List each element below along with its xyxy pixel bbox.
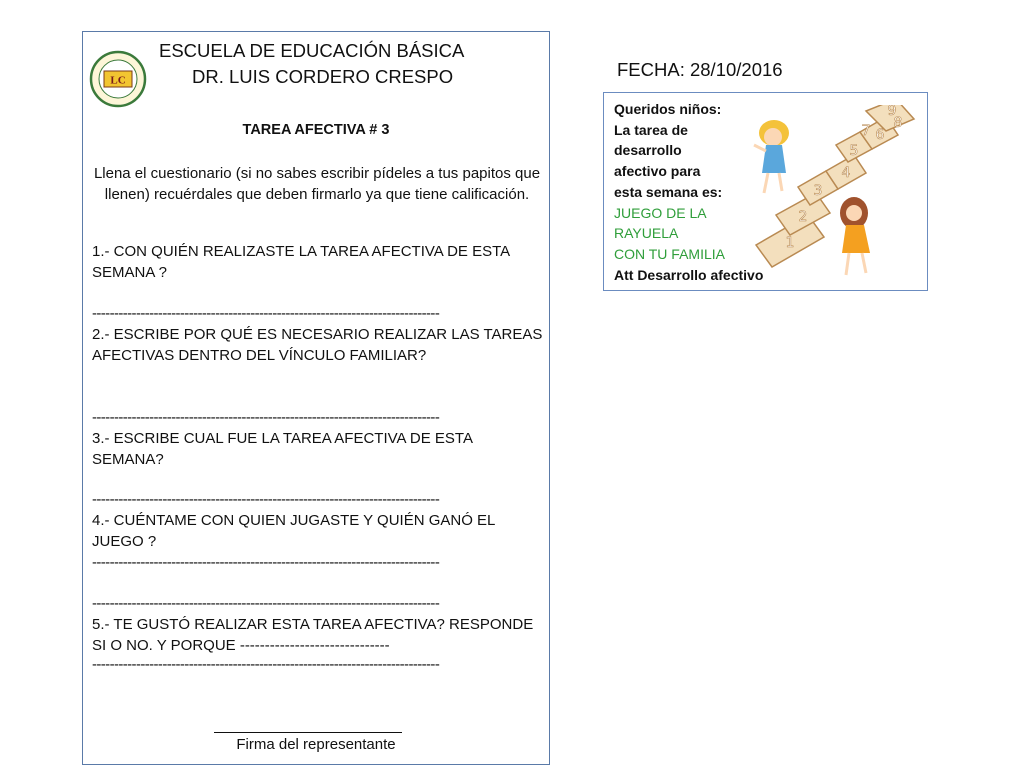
note-line: afectivo para <box>614 163 701 180</box>
answer-line: ------------------------------------------------------------------------------- <box>92 305 440 322</box>
question-4: 4.- CUÉNTAME CON QUIEN JUGASTE Y QUIÉN GANÓ EL JUEGO ? <box>92 512 495 550</box>
homework-sheet <box>82 31 550 765</box>
answer-line: ------------------------------------------------------------------------------- <box>92 554 440 571</box>
note-line: Queridos niños: <box>614 101 722 117</box>
hopscotch-number: 3 <box>813 183 823 199</box>
answer-line: ------------------------------------------------------------------------------- <box>92 409 440 426</box>
message-box <box>603 92 928 291</box>
note-game-line: RAYUELA <box>614 225 679 242</box>
hopscotch-number: 7 <box>861 123 871 139</box>
signature-label: Firma del representante <box>236 736 396 753</box>
note-game-line: CON TU FAMILIA <box>614 245 725 262</box>
note-line: esta semana es: <box>614 183 723 200</box>
answer-line: ------------------------------------------------------------------------------- <box>92 595 440 612</box>
task-title: TAREA AFECTIVA # 3 <box>242 122 390 138</box>
school-logo <box>89 50 147 108</box>
logo-initials: LC <box>110 74 126 87</box>
signature-line <box>214 732 402 733</box>
hopscotch-number: 9 <box>887 105 897 119</box>
hopscotch-number: 4 <box>841 165 851 181</box>
hopscotch-number: 8 <box>893 115 903 131</box>
hopscotch-number: 6 <box>875 127 885 143</box>
hopscotch-number: 2 <box>798 209 808 225</box>
answer-line: ------------------------------------------------------------------------------- <box>92 491 440 508</box>
note-line: La tarea de <box>614 121 688 138</box>
note-signature: Att Desarrollo afectivo <box>614 266 764 283</box>
date-label: FECHA: 28/10/2016 <box>617 59 783 80</box>
answer-line: ------------------------------------------------------------------------------- <box>92 656 440 673</box>
hopscotch-number: 5 <box>849 143 859 159</box>
instructions: Llena el cuestionario (si no sabes escribir pídeles a tus papitos que llenen) recuérdales que deben firmarlo ya que tiene calificación. <box>93 165 541 203</box>
school-name: ESCUELA DE EDUCACIÓN BÁSICA <box>159 40 465 61</box>
question-1: 1.- CON QUIÉN REALIZASTE LA TAREA AFECTIVA DE ESTA SEMANA ? <box>92 243 510 281</box>
note-game-line: JUEGO DE LA <box>614 204 707 221</box>
hopscotch-number: 1 <box>785 235 795 251</box>
girl-blonde-icon <box>754 120 789 193</box>
message-text <box>614 99 763 285</box>
school-subname: DR. LUIS CORDERO CRESPO <box>192 66 454 87</box>
question-3: 3.- ESCRIBE CUAL FUE LA TAREA AFECTIVA DE ESTA SEMANA? <box>92 430 473 468</box>
hopscotch-illustration <box>746 105 924 285</box>
girl-brunette-icon <box>840 197 870 275</box>
question-5: 5.- TE GUSTÓ REALIZAR ESTA TAREA AFECTIVA? RESPONDE SI O NO. Y PORQUE ------------------------------ <box>92 616 534 654</box>
note-line: desarrollo <box>614 142 682 159</box>
question-2: 2.- ESCRIBE POR QUÉ ES NECESARIO REALIZAR LAS TAREAS AFECTIVAS DENTRO DEL VÍNCULO FAMILIAR? <box>92 326 543 364</box>
